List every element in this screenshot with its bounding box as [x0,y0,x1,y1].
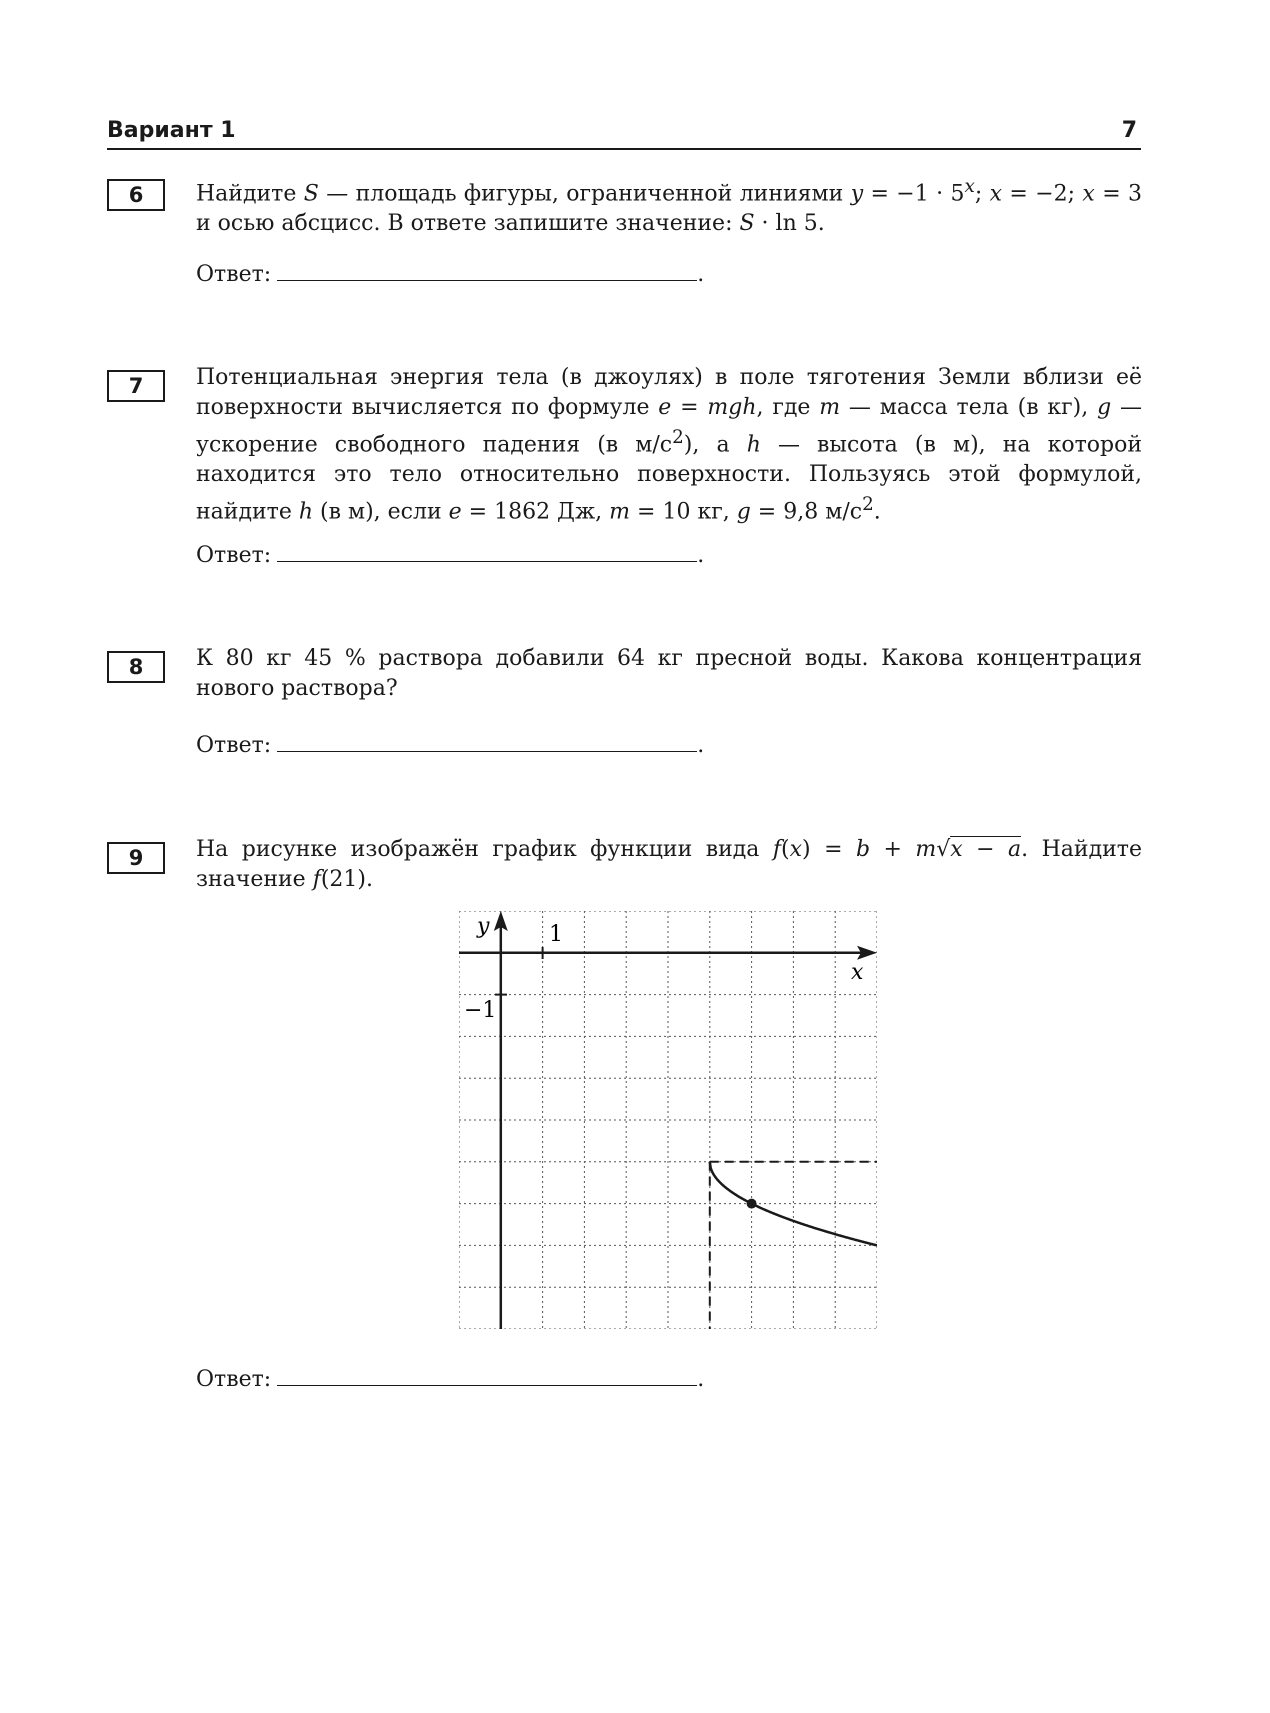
answer-line[interactable] [277,1365,697,1386]
answer-line[interactable] [277,731,697,752]
task-8-number: 8 [107,651,165,683]
x-axis-label: x [851,960,864,985]
task-9-number: 9 [107,842,165,874]
marked-point [747,1199,757,1209]
task-6-number: 6 [107,179,165,211]
page-number: 7 [1121,118,1137,143]
task-6-answer: Ответ: . [196,262,705,287]
task-7-text: Потенциальная энергия тела (в джоулях) в поле тяготения Земли вблизи её поверхности вычисляется по формуле e = mgh, где m — масса тела (в кг), g — ускорение свободного падения (в $м/с^2$), а h — высота (в м), на которой находится это тело относительно поверхности. Пользуясь этой формулой, найдите h (в м), если e = 1862 Дж, m = 10 кг, g = 9,8 $м/с^2$. [196,365,1143,525]
task-7-answer: Ответ: . [196,543,705,568]
y-tick-label: −1 [464,998,497,1023]
task-7-number: 7 [107,370,165,402]
answer-line[interactable] [277,260,697,281]
task-8-answer: Ответ: . [196,733,705,758]
function-graph [459,911,877,1329]
variant-title: Вариант 1 [107,118,236,143]
page-header [107,116,1141,150]
graph-grid [459,911,877,1329]
answer-line[interactable] [277,541,697,562]
task-9-answer: Ответ: . [196,1367,705,1392]
task-9-text: На рисунке изображён график функции вида f(x) = b + m√x − a. Найдите значение f(21). [196,837,1142,892]
task-8-text: К 80 кг 45 % раствора добавили 64 кг пресной воды. Какова концентрация нового раствора? [196,646,1142,701]
y-axis-label: y [477,914,490,939]
x-tick-label: 1 [549,922,563,947]
task-6-text: Найдите S — площадь фигуры, ограниченной линиями $y = -1 \cdot 5^x$; x = −2; x = 3 и осью абсцисс. В ответе запишите значение: S · ln 5. [196,176,1143,237]
